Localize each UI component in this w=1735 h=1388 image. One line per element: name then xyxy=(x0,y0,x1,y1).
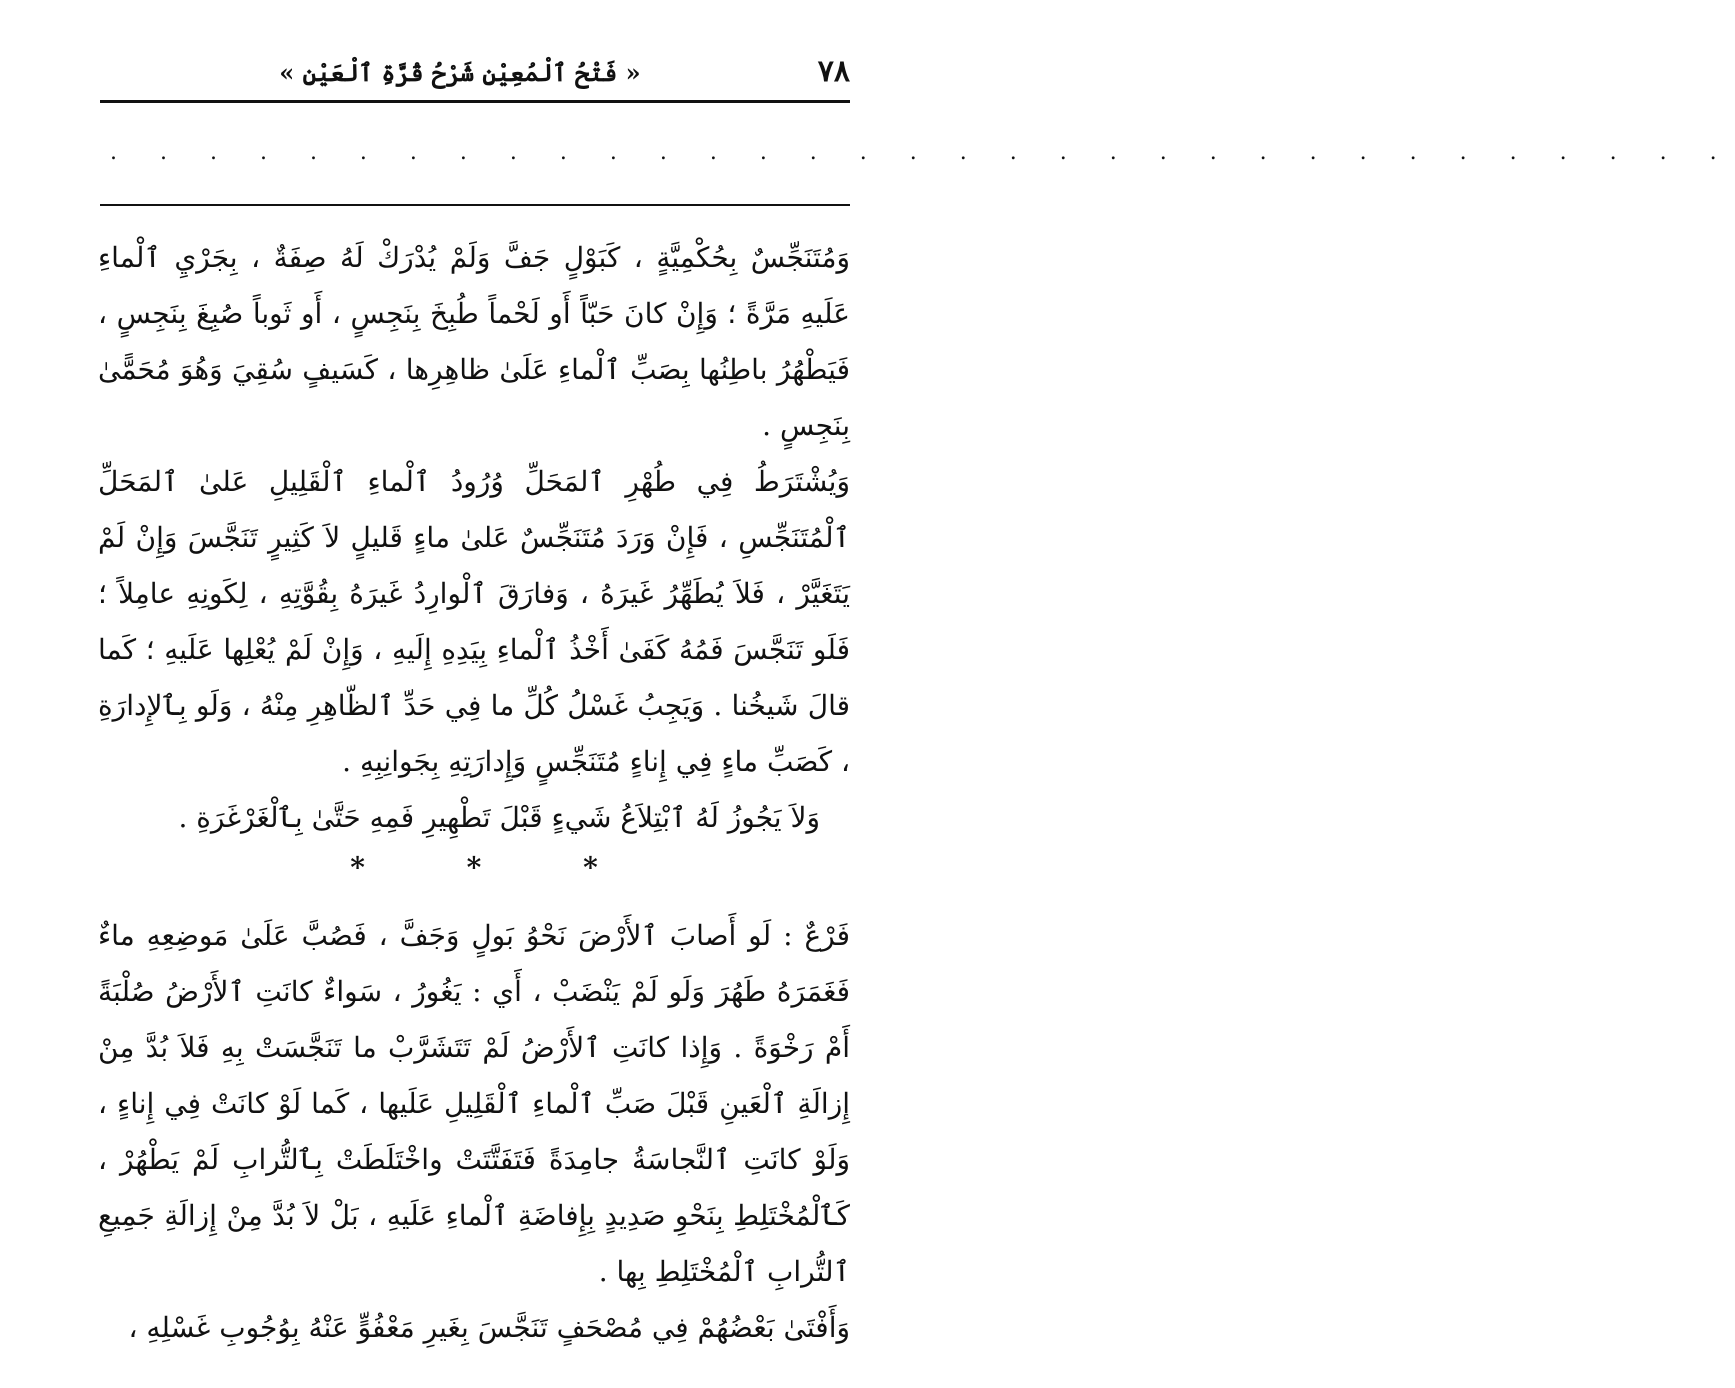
separator-star: * xyxy=(350,851,365,884)
separator-star: * xyxy=(583,851,598,884)
book-title: « فَتْحُ ٱلْمُعِيْنِ شَرْحُ قُرَّةِ ٱلْعَيْنِ » xyxy=(279,58,641,87)
separator-star: * xyxy=(466,851,482,884)
header-rule xyxy=(100,100,850,103)
page-header xyxy=(100,50,850,100)
paragraph-5: وَأَفْتَىٰ بَعْضُهُمْ فِي مُصْحَفٍ تَنَجَّسَ بِغَيرِ مَعْفُوٍّ عَنْهُ بِوُجُوبِ غَسْلِهِ ، xyxy=(128,1311,850,1344)
paragraph-2: وَيُشْتَرَطُ فِي طُهْرِ ٱلمَحَلِّ وُرُودُ ٱلْماءِ ٱلْقَلِيلِ عَلىٰ ٱلمَحَلِّ ٱلْمُتَنَجِّسِ ، فَإِنْ وَرَدَ مُتَنَجِّسٌ عَلىٰ ماءٍ قَليلٍ لاَ كَثِيرٍ تَنَجَّسَ وَإِنْ لَمْ يَتَغَيَّرْ ، فَلاَ يُطَهِّرُ غَيرَهُ ، وَفارَقَ ٱلْوارِدُ غَيرَهُ بِقُوَّتِهِ ، لِكَونِهِ عامِلاً ؛ فَلَو تَنَجَّسَ فَمُهُ كَفَىٰ أَخْذُ ٱلْماءِ بِيَدِهِ إِلَيهِ ، وَإِنْ لَمْ يُعْلِها عَلَيهِ ؛ كَما قالَ شَيخُنا . وَيَجِبُ غَسْلُ كُلِّ ما فِي حَدِّ ٱلظّاهِرِ مِنْهُ ، وَلَو بِٱلإِدارَةِ ، كَصَبِّ ماءٍ فِي إِناءٍ مُتَنَجِّسٍ وَإِدارَتِهِ بِجَوانِبِهِ . xyxy=(98,465,850,778)
paragraph-3: وَلاَ يَجُوزُ لَهُ ٱبْتِلاَعُ شَيءٍ قَبْلَ تَطْهِيرِ فَمِهِ حَتَّىٰ بِٱلْغَرْغَرَةِ . xyxy=(178,801,820,834)
section-rule xyxy=(100,204,850,206)
page-number: ٧٨ xyxy=(817,54,850,89)
section-separator xyxy=(98,848,850,888)
ellipsis-dots: . . . . . . . . . . . . . . . . . . . . . . . . . . . . . . . . . xyxy=(110,140,1735,165)
paragraph-1: وَمُتَنَجِّسٌ بِحُكْمِيَّةٍ ، كَبَوْلٍ جَفَّ وَلَمْ يُدْرَكْ لَهُ صِفَةٌ ، بِجَرْيِ ٱلْماءِ عَلَيهِ مَرَّةً ؛ وَإِنْ كانَ حَبّاً أَو لَحْماً طُبِخَ بِنَجِسٍ ، أَو ثَوباً صُبِغَ بِنَجِسٍ ، فَيَطْهُرُ باطِنُها بِصَبِّ ٱلْماءِ عَلَىٰ ظاهِرِها ، كَسَيفٍ سُقِيَ وَهُوَ مُحَمًّىٰ بِنَجِسٍ . xyxy=(98,241,850,442)
main-text xyxy=(98,230,850,1356)
paragraph-4: فَرْعٌ : لَو أَصابَ ٱلأَرْضَ نَحْوُ بَولٍ وَجَفَّ ، فَصُبَّ عَلَىٰ مَوضِعِهِ ماءٌ فَغَمَرَهُ طَهُرَ وَلَو لَمْ يَنْضَبْ ، أَي : يَغُورُ ، سَواءٌ كانَتِ ٱلأَرْضُ صُلْبَةً أَمْ رَخْوَةً . وَإِذا كانَتِ ٱلأَرْضُ لَمْ تَتَشَرَّبْ ما تَنَجَّسَتْ بِهِ فَلاَ بُدَّ مِنْ إِزالَةِ ٱلْعَينِ قَبْلَ صَبِّ ٱلْماءِ ٱلْقَلِيلِ عَلَيها ، كَما لَوْ كانَتْ فِي إِناءٍ ، وَلَوْ كانَتِ ٱلنَّجاسَةُ جامِدَةً فَتَفَتَّتَتْ واخْتَلَطَتْ بِٱلتُّرابِ لَمْ يَطْهُرْ ، كَٱلْمُخْتَلِطِ بِنَحْوِ صَدِيدٍ بِإِفاضَةِ ٱلْماءِ عَلَيهِ ، بَلْ لاَ بُدَّ مِنْ إِزالَةِ جَمِيعِ ٱلتُّرابِ ٱلْمُخْتَلِطِ بِها . xyxy=(98,919,850,1288)
